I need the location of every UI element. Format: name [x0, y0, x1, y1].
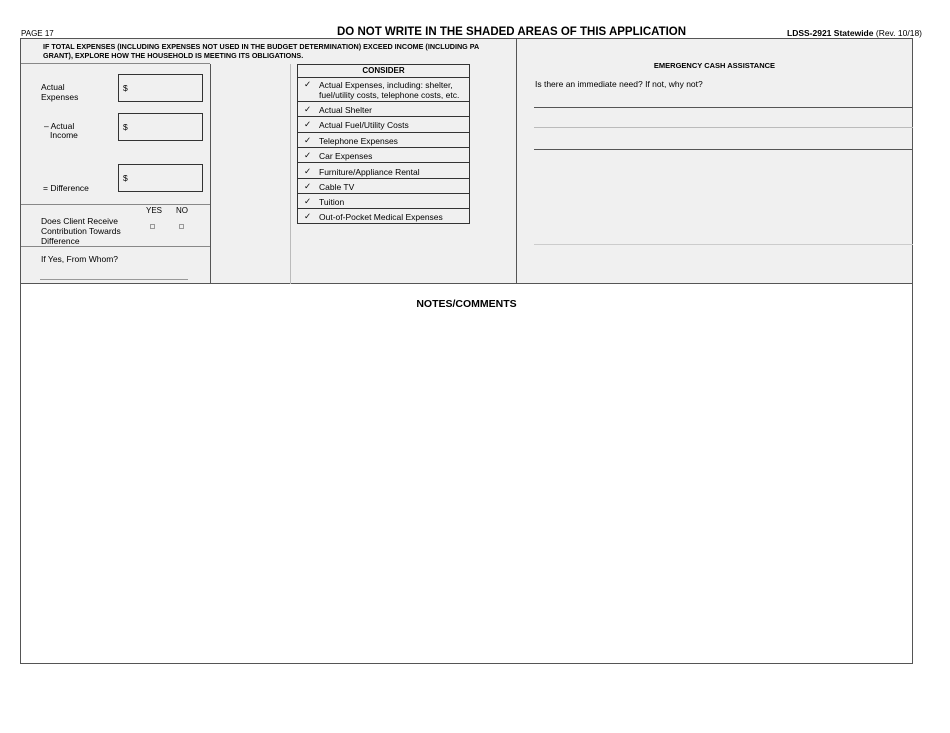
consider-row-rule	[297, 116, 470, 117]
form-revision: (Rev. 10/18)	[875, 28, 922, 38]
consider-row-rule	[297, 208, 470, 209]
actual-income-field[interactable]	[118, 113, 203, 141]
emergency-section-divider	[516, 38, 517, 284]
consider-item: Out-of-Pocket Medical Expenses	[319, 212, 443, 222]
consider-row-rule	[297, 193, 470, 194]
consider-check-icon: ✓	[304, 119, 312, 129]
notes-comments-title: NOTES/COMMENTS	[416, 298, 517, 310]
immediate-need-answer-line[interactable]	[534, 107, 913, 108]
consider-item: Actual Expenses, including: shelter, fuel/utility costs, telephone costs, etc.	[319, 80, 460, 100]
emergency-cash-title: EMERGENCY CASH ASSISTANCE	[653, 61, 776, 70]
form-identifier	[787, 28, 922, 38]
consider-item: Actual Shelter	[319, 105, 372, 115]
immediate-need-question: Is there an immediate need? If not, why not?	[535, 79, 703, 89]
consider-check-icon: ✓	[304, 211, 312, 221]
upper-section-divider	[20, 283, 913, 284]
consider-row-rule	[297, 132, 470, 133]
notes-comments-area[interactable]	[21, 315, 912, 662]
no-column-header: NO	[176, 206, 188, 215]
consider-row-rule	[297, 162, 470, 163]
budget-section-divider	[21, 204, 210, 205]
if-yes-answer-line[interactable]	[40, 279, 188, 280]
yes-column-header: YES	[146, 206, 163, 215]
budget-instruction: IF TOTAL EXPENSES (INCLUDING EXPENSES NOT USED IN THE BUDGET DETERMINATION) EXCEED INCOME (INCLUDING PA GRANT), EXPLORE HOW THE HOUSEHOLD IS MEETING ITS OBLIGATIONS.	[43, 42, 479, 60]
consider-heading: CONSIDER	[362, 66, 405, 75]
consider-row-rule	[297, 101, 470, 102]
difference-currency: $	[123, 173, 128, 183]
actual-income-currency: $	[123, 122, 128, 132]
immediate-need-answer-line[interactable]	[534, 149, 913, 150]
emergency-lower-rule	[534, 244, 913, 245]
consider-check-icon: ✓	[304, 104, 312, 114]
actual-income-label-line1: – Actual	[44, 121, 75, 131]
consider-check-icon: ✓	[304, 79, 312, 89]
consider-check-icon: ✓	[304, 150, 312, 160]
consider-item: Cable TV	[319, 182, 355, 192]
consider-check-icon: ✓	[304, 166, 312, 176]
page-number: PAGE 17	[21, 29, 54, 38]
actual-expenses-label: Actual Expenses	[41, 82, 79, 102]
consider-column-divider	[290, 64, 291, 284]
actual-income-label-line2: Income	[50, 130, 78, 140]
consider-item: Car Expenses	[319, 151, 373, 161]
actual-expenses-currency: $	[123, 83, 128, 93]
consider-heading-rule	[297, 77, 470, 78]
if-yes-label: If Yes, From Whom?	[41, 254, 118, 264]
page-title: DO NOT WRITE IN THE SHADED AREAS OF THIS APPLICATION	[337, 26, 687, 38]
consider-item: Telephone Expenses	[319, 136, 398, 146]
difference-field[interactable]	[118, 164, 203, 192]
actual-expenses-field[interactable]	[118, 74, 203, 102]
instruction-underline	[21, 63, 210, 64]
contribution-divider	[21, 246, 210, 247]
consider-item: Furniture/Appliance Rental	[319, 167, 420, 177]
consider-item: Actual Fuel/Utility Costs	[319, 120, 409, 130]
consider-check-icon: ✓	[304, 181, 312, 191]
consider-check-icon: ✓	[304, 135, 312, 145]
consider-check-icon: ✓	[304, 196, 312, 206]
contribution-question: Does Client Receive Contribution Towards Difference	[41, 216, 121, 246]
consider-row-rule	[297, 178, 470, 179]
consider-item: Tuition	[319, 197, 345, 207]
form-scope: Statewide	[833, 28, 874, 38]
difference-label: = Difference	[43, 183, 89, 193]
contribution-yes-checkbox[interactable]	[150, 224, 155, 229]
form-code: LDSS-2921	[787, 28, 832, 38]
immediate-need-answer-line[interactable]	[534, 127, 913, 128]
contribution-no-checkbox[interactable]	[179, 224, 184, 229]
budget-column-divider	[210, 64, 211, 284]
consider-row-rule	[297, 147, 470, 148]
